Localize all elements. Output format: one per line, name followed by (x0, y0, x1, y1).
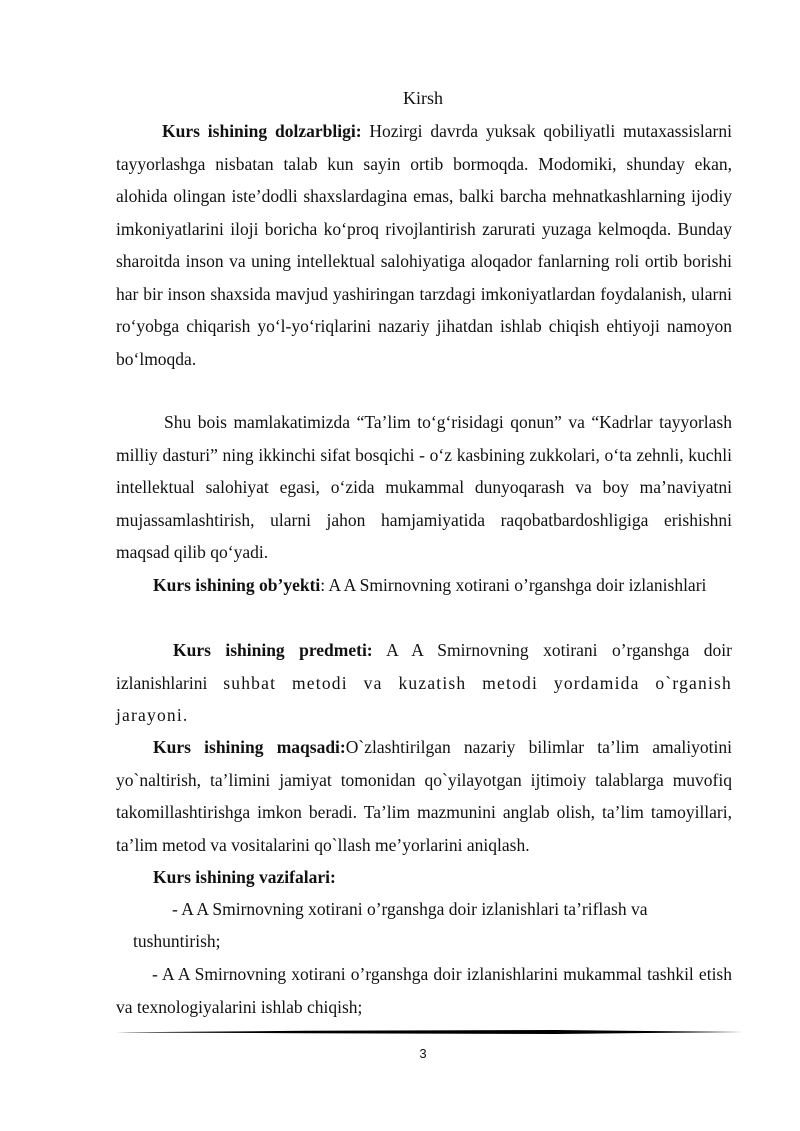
goal-text: O`zlashtirilgan nazariy bilimlar ta’lim amaliyotini yo`naltirish, ta’limini jamiyat tomonidan qo`yilayotgan ijtimoiy talablarga muvofiq takomillashtirishga imkon beradi. Ta’lim mazmunini anglab olish, ta’lim tamoyillari, ta’lim metod va vositalarini qo`llash me’yorlarini aniqlash. (116, 737, 732, 855)
task-item-2: - A A Smirnovning xotirani o’rganshga doir izlanishlarini mukammal tashkil etish va texnologiyalarini ishlab chiqish; (116, 964, 732, 1017)
task-item-1-line1: - A A Smirnovning xotirani o’rganshga doir izlanishlari ta’riflash va (172, 899, 648, 919)
paragraph-subject (116, 634, 732, 732)
paragraph-object (116, 569, 732, 602)
page-title: Kirsh (403, 88, 443, 108)
paragraph-tasks (116, 861, 732, 894)
context-text: Shu bois mamlakatimizda “Ta’lim to‘g‘risidagi qonun” va “Kadrlar tayyorlash milliy dasturi” ning ikkinchi sifat bosqichi - o‘z kasbining zukkolari, o‘ta zehnli, kuchli intellektual salohiyat egasi, o‘zida mukammal dunyoqarash va boy ma’naviyatni mujassamlashtirish, ularni jahon hamjamiyatida raqobatbardoshligiga erishishni maqsad qilib qo‘yadi. (116, 412, 732, 562)
subject-label: Kurs ishining predmeti: (173, 640, 373, 660)
object-text: : A A Smirnovning xotirani o’rganshga doir izlanishlari (320, 575, 707, 595)
task-item-1-line2: tushuntirish; (133, 931, 221, 951)
page-number: 3 (419, 1046, 427, 1061)
relevance-label: Kurs ishining dolzarbligi: (162, 121, 362, 141)
paragraph-context (116, 406, 732, 569)
subject-text-2: suhbat metodi va kuzatish metodi yordamida o`rganish jarayoni. (116, 672, 732, 725)
paragraph-goal (116, 731, 732, 861)
tasks-label: Kurs ishining vazifalari: (153, 867, 336, 887)
footer-divider (116, 1030, 744, 1034)
subject-text: A A Smirnovning xotirani o’rganshga doir izlanishlarini (116, 640, 732, 693)
object-label: Kurs ishining ob’yekti (153, 575, 321, 595)
relevance-text: Hozirgi davrda yuksak qobiliyatli mutaxassislarni tayyorlashga nisbatan talab kun sayin ortib bormoqda. Modomiki, shunday ekan, alohida olingan iste’dodli shaxslardagina emas, balki barcha mehnatkashlarning ijodiy imkoniyatlarini iloji boricha ko‘proq rivojlantirish zarurati yuzaga kelmoqda. Bunday sharoitda inson va uning intellektual salohiyatiga aloqador fanlarning roli ortib borishi har bir inson shaxsida mavjud yashiringan tarzdagi imkoniyatlardan foydalanish, ularni ro‘yobga chiqarish yo‘l-yo‘riqlarini nazariy jihatdan ishlab chiqish ehtiyoji namoyon bo‘lmoqda. (116, 121, 732, 369)
goal-label: Kurs ishining maqsadi: (153, 737, 346, 757)
paragraph-relevance (116, 115, 732, 375)
